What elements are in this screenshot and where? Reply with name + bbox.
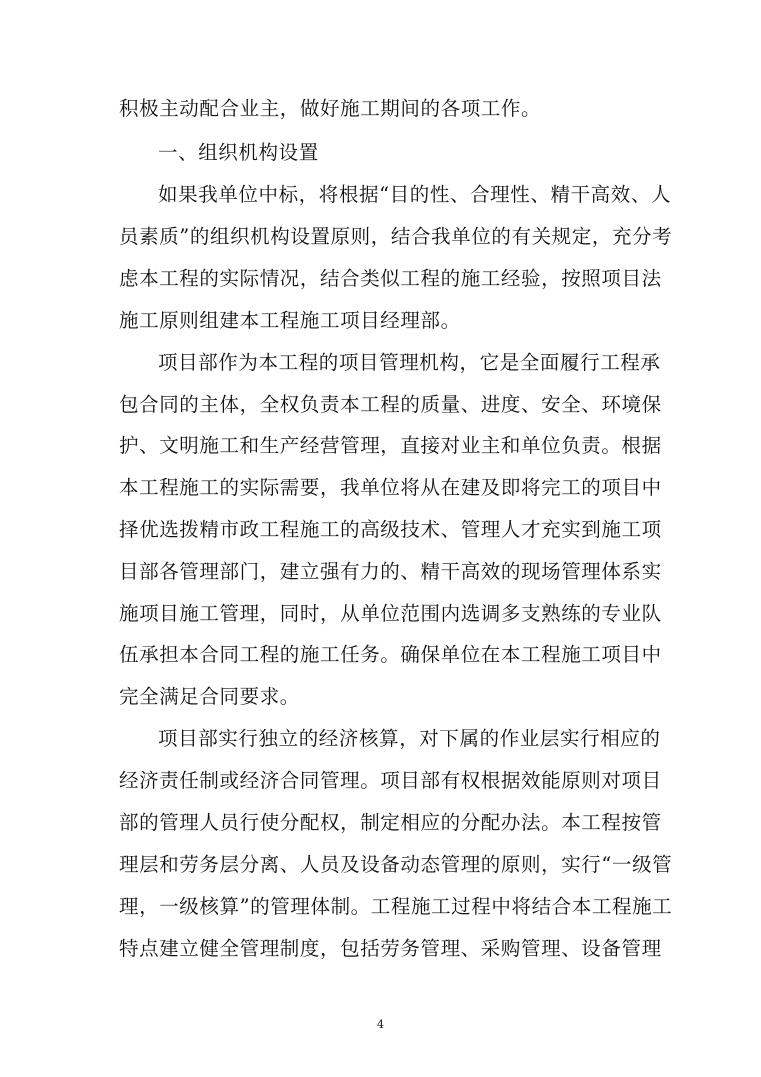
text-line-10: 本工程施工的实际需要，我单位将从在建及即将完工的项目中 <box>119 476 662 499</box>
text-line-9: 护、文明施工和生产经营管理，直接对业主和单位负责。根据 <box>119 434 662 457</box>
text-line-12: 目部各管理部门，建立强有力的、精干高效的现场管理体系实 <box>119 560 662 583</box>
text-line-3: 如果我单位中标，将根据“目的性、合理性、精干高效、人 <box>158 183 672 206</box>
text-line-8: 包合同的主体，全权负责本工程的质量、进度、安全、环境保 <box>119 393 662 416</box>
text-line-13: 施项目施工管理，同时，从单位范围内选调多支熟练的专业队 <box>119 602 662 625</box>
text-line-16: 项目部实行独立的经济核算，对下属的作业层实行相应的 <box>158 727 661 750</box>
page-number: 4 <box>377 1018 384 1031</box>
text-line-19: 理层和劳务层分离、人员及设备动态管理的原则，实行“一级管 <box>119 853 673 876</box>
section-heading: 一、组织机构设置 <box>158 141 319 164</box>
text-line-17: 经济责任制或经济合同管理。项目部有权根据效能原则对项目 <box>119 769 662 792</box>
text-line-6: 施工原则组建本工程施工项目经理部。 <box>119 309 461 332</box>
text-line-7: 项目部作为本工程的项目管理机构，它是全面履行工程承 <box>158 351 661 374</box>
text-line-15: 完全满足合同要求。 <box>119 685 300 708</box>
text-line-1: 积极主动配合业主，做好施工期间的各项工作。 <box>119 97 542 120</box>
text-line-11: 择优选拨精市政工程施工的高级技术、管理人才充实到施工项 <box>119 518 662 541</box>
text-line-21: 特点建立健全管理制度，包括劳务管理、采购管理、设备管理 <box>119 937 662 960</box>
text-line-5: 虑本工程的实际情况，结合类似工程的施工经验，按照项目法 <box>119 267 662 290</box>
text-line-4: 员素质”的组织机构设置原则，结合我单位的有关规定，充分考 <box>119 225 673 248</box>
text-line-18: 部的管理人员行使分配权，制定相应的分配办法。本工程按管 <box>119 811 662 834</box>
text-line-14: 伍承担本合同工程的施工任务。确保单位在本工程施工项目中 <box>119 643 662 666</box>
text-line-20: 理，一级核算”的管理体制。工程施工过程中将结合本工程施工 <box>119 895 673 918</box>
